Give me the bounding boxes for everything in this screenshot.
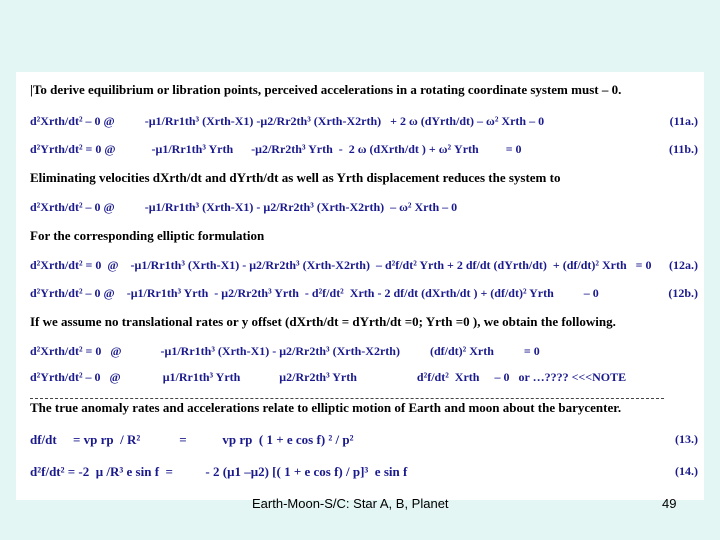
slide-content-panel	[16, 72, 704, 500]
equation-11a: d²Xrth/dt² – 0 @ -μ1/Rr1th³ (Xrth-X1) -μ2/Rr2th³ (Xrth-X2rth) + 2 ω (dYrth/dt) – ω² Xrth – 0	[30, 114, 545, 128]
equation-14: d²f/dt² = -2 μ /R³ e sin f = - 2 (μ1 –μ2) [( 1 + e cos f) / p]³ e sin f	[30, 464, 408, 479]
simplified-x-equation: d²Xrth/dt² = 0 @ -μ1/Rr1th³ (Xrth-X1) - μ2/Rr2th³ (Xrth-X2rth) (df/dt)² Xrth = 0	[30, 344, 540, 358]
eliminating-statement: Eliminating velocities dXrth/dt and dYrth/dt as well as Yrth displacement reduces the system to	[30, 170, 561, 185]
equation-12b: d²Yrth/dt² – 0 @ -μ1/Rr1th³ Yrth - μ2/Rr2th³ Yrth - d²f/dt² Xrth - 2 df/dt (dXrth/dt ) + (df/dt)² Yrth – 0	[30, 286, 599, 300]
equation-13-number: (13.)	[675, 432, 698, 446]
equation-14-number: (14.)	[675, 464, 698, 478]
dashed-divider	[30, 398, 664, 399]
true-anomaly-statement: The true anomaly rates and accelerations relate to elliptic motion of Earth and moon about the barycenter.	[30, 400, 622, 415]
footer-title: Earth-Moon-S/C: Star A, B, Planet	[252, 496, 449, 511]
reduced-equation: d²Xrth/dt² – 0 @ -μ1/Rr1th³ (Xrth-X1) - μ2/Rr2th³ (Xrth-X2rth) – ω² Xrth – 0	[30, 200, 458, 214]
slide-number: 49	[662, 496, 677, 511]
simplified-y-equation: d²Yrth/dt² – 0 @ μ1/Rr1th³ Yrth μ2/Rr2th³ Yrth d²f/dt² Xrth – 0 or …???? <<<NOTE	[30, 370, 627, 384]
equation-12a: d²Xrth/dt² = 0 @ -μ1/Rr1th³ (Xrth-X1) - μ2/Rr2th³ (Xrth-X2rth) – d²f/dt² Yrth + 2 df/dt (dYrth/dt) + (df/dt)² Xrth = 0	[30, 258, 652, 272]
equation-12a-number: (12a.)	[669, 258, 698, 272]
equation-13: df/dt = vp rp / R² = vp rp ( 1 + e cos f) ² / p²	[30, 432, 354, 447]
assumption-statement: If we assume no translational rates or y offset (dXrth/dt = dYrth/dt =0; Yrth =0 ), we obtain the following.	[30, 314, 616, 329]
equation-11b: d²Yrth/dt² = 0 @ -μ1/Rr1th³ Yrth -μ2/Rr2th³ Yrth - 2 ω (dXrth/dt ) + ω² Yrth = 0	[30, 142, 522, 156]
equation-12b-number: (12b.)	[668, 286, 698, 300]
equation-11a-number: (11a.)	[669, 114, 698, 128]
elliptic-heading: For the corresponding elliptic formulation	[30, 228, 265, 243]
equation-11b-number: (11b.)	[668, 142, 698, 156]
intro-statement: |To derive equilibrium or libration points, perceived accelerations in a rotating coordinate system must – 0.	[30, 82, 622, 97]
